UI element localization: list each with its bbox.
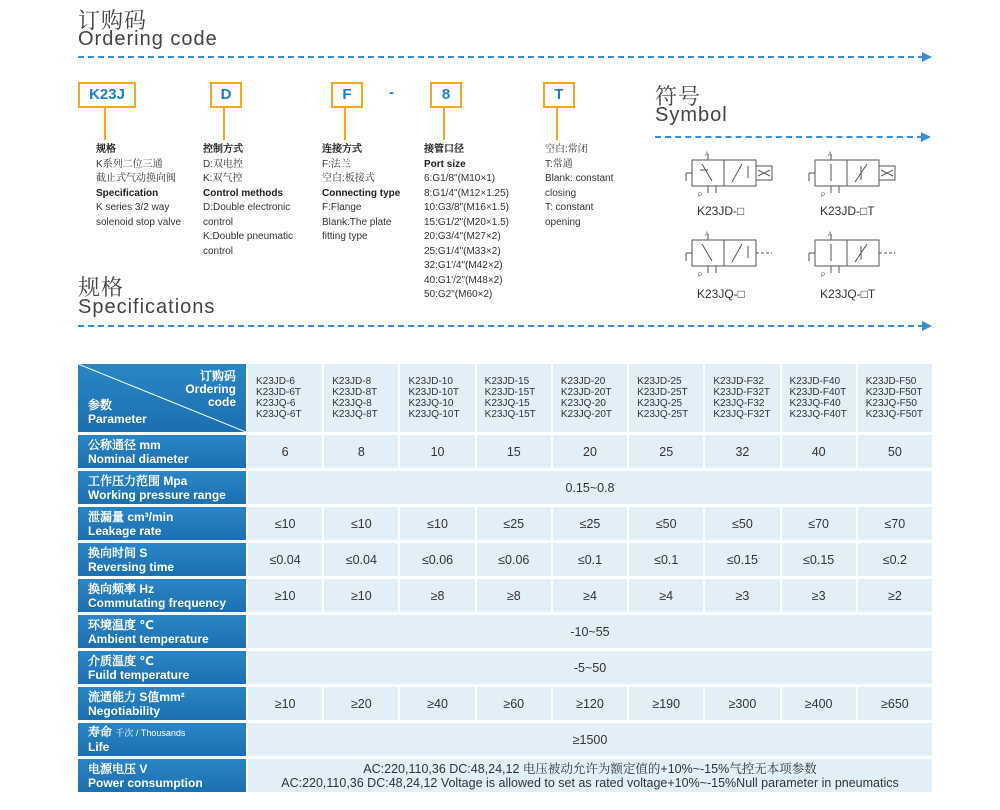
model-code: K23JD-F40T [789,387,847,398]
model-code: K23JD-6 [256,376,295,387]
model-cell [322,364,398,432]
ordering-title-en: Ordering code [78,28,218,50]
span-value-cell [246,723,932,756]
row-label-en: Power consumption [88,775,203,790]
value-cell: ≤0.06 [475,543,551,576]
svg-text:P: P [821,193,826,199]
model-code: K23JD-6T [256,387,302,398]
model-code: K23JQ-8 [332,398,372,409]
row-label-en: Negotiability [88,703,161,718]
desc-connect: 连接方式 F:法兰 空白:板接式 Connecting type F:Flange Blank:The plate fitting type [322,144,401,242]
value-cell: ≥400 [780,687,856,720]
value-cell: ≤0.2 [856,543,932,576]
row-label-en: Fuild temperature [88,667,190,682]
row-label-cn: 电源电压 V [88,761,148,776]
model-code: K23JD-F32 [713,376,764,387]
value-cell: ≥300 [703,687,779,720]
span-value: ≥1500 [572,732,608,747]
value-cell: ≥2 [856,579,932,612]
value-cell: ≤10 [246,507,322,540]
model-code: K23JD-15 [484,376,530,387]
span-value: AC:220,110,36 DC:48,24,12 电压被动允许为额定值的+10%~-15%气控无本项参数 [363,761,817,776]
desc-port: 接管口径 Port size 6:G1/8"(M10×1) 8:G1/4"(M12×1.25) 10:G3/8"(M16×1.5) 15:G1/2"(M20×1.5) 20:G3/4"(M27×2) 25:G1/4"(M33×2) 32:G1'/4"(M42×2) 40:G1'/2"(M48×2) 50:G2"(M60×2) [424,144,509,300]
value-cell: ≥190 [627,687,703,720]
model-code: K23JD-8T [332,387,378,398]
row-label [78,471,246,504]
desc-control: 控制方式 D:双电控 K:双气控 Control methods D:Double electronic control K:Double pneumatic control [203,144,294,257]
model-code: K23JQ-F32 [713,398,765,409]
row-label [78,651,246,684]
span-value: 0.15~0.8 [565,480,615,495]
symbol-label-jdt: K23JD-□T [820,204,875,218]
valve-symbol-jq-icon [672,228,792,280]
value-cell: ≤70 [856,507,932,540]
value-cell: 8 [322,435,398,468]
code-series: K23J [78,82,136,108]
table-row [78,579,932,612]
span-value: -5~50 [573,660,607,675]
value-cell: ≤25 [551,507,627,540]
span-value-en: AC:220,110,36 DC:48,24,12 Voltage is allowed to set as rated voltage+10%~-15%Null parameter in pneumatics [281,775,899,790]
value-cell: 10 [398,435,474,468]
table-row [78,651,932,684]
span-value-cell [246,651,932,684]
model-code: K23JD-20 [560,376,606,387]
table-row [78,471,932,504]
model-code: K23JQ-6T [256,409,302,420]
model-code: K23JQ-F50 [865,398,917,409]
value-cell: ≥40 [398,687,474,720]
code-type: T [543,82,575,108]
value-cell: ≥8 [475,579,551,612]
svg-text:A: A [828,232,833,238]
model-cell [398,364,474,432]
row-label-cn: 公称通径 mm [88,437,161,452]
specs-title-en: Specifications [78,296,216,318]
header-param-en: Parameter [88,412,147,426]
value-cell: 40 [780,435,856,468]
value-cell: 15 [475,435,551,468]
value-cell: ≤70 [780,507,856,540]
svg-text:A: A [705,152,710,158]
desc-spec: 规格 K系列二位三通 截止式气动换向阀 Specification K series 3/2 way solenoid stop valve [96,144,182,228]
value-cell: 50 [856,435,932,468]
row-label [78,615,246,648]
symbol-label-jd: K23JD-□ [697,204,745,218]
model-code: K23JQ-20T [560,409,613,420]
header-ordering-en1: Ordering [185,382,236,396]
row-label-en: Ambient temperature [88,631,209,646]
value-cell: ≤0.15 [703,543,779,576]
model-code: K23JD-15T [484,387,536,398]
row-label [78,759,246,792]
value-cell: 25 [627,435,703,468]
row-label [78,543,246,576]
svg-text:P: P [698,273,703,279]
table-row [78,687,932,720]
row-label-cn: 环境温度 ℃ [88,617,154,632]
model-code: K23JQ-20 [560,398,606,409]
value-cell: ≥10 [246,579,322,612]
span-value-cell [246,471,932,504]
model-code: K23JQ-25 [637,398,683,409]
svg-text:P: P [821,273,826,279]
row-label-cn: 寿命 千次 / Thousands [88,725,186,739]
table-row [78,507,932,540]
span-value-cell [246,759,932,792]
svg-text:P: P [698,193,703,199]
symbol-divider [655,136,923,138]
code-type-line [556,108,558,140]
row-label [78,507,246,540]
symbol-label-jq: K23JQ-□ [697,287,745,301]
model-code: K23JD-25 [637,376,682,387]
row-label-en: Reversing time [88,559,175,574]
row-label-cn-small: 千次 / Thousands [115,728,186,738]
valve-symbol-jqt-icon [795,228,915,280]
row-label-en: Leakage rate [88,523,162,538]
code-control-line [223,108,225,140]
code-port: 8 [430,82,462,108]
model-cell [475,364,551,432]
row-label-cn: 换向频率 Hz [88,581,155,596]
symbol-label-jqt: K23JQ-□T [820,287,876,301]
model-code: K23JD-F32T [713,387,770,398]
model-code: K23JD-25T [637,387,688,398]
symbol-arrow-icon [921,132,931,142]
value-cell: ≤10 [322,507,398,540]
value-cell: ≥3 [780,579,856,612]
value-cell: ≤0.04 [322,543,398,576]
model-code: K23JD-10 [408,376,453,387]
svg-text:A: A [705,232,710,238]
row-label [78,579,246,612]
table-header-cell [78,364,246,432]
value-cell: ≤25 [475,507,551,540]
model-code: K23JQ-F50T [865,409,923,420]
row-label [78,687,246,720]
model-cell [627,364,703,432]
svg-text:A: A [828,152,833,158]
row-label-cn: 介质温度 ℃ [88,653,154,668]
row-label [78,723,246,756]
value-cell: ≥10 [322,579,398,612]
model-cell [551,364,627,432]
model-code: K23JD-F40 [789,376,841,387]
code-connect-line [344,108,346,140]
row-label-cn: 泄漏量 cm³/min [88,509,174,524]
value-cell: ≥650 [856,687,932,720]
model-code: K23JQ-15T [484,409,536,420]
model-code: K23JQ-8T [332,409,378,420]
row-label-en: Commutating frequency [88,595,227,610]
code-hyphen: - [389,84,394,101]
specs-arrow-icon [922,321,932,331]
specs-divider [78,325,924,327]
table-row [78,435,932,468]
spec-table [78,361,932,795]
row-label-cn: 工作压力范围 Mpa [88,473,188,488]
value-cell: ≤10 [398,507,474,540]
desc-type: 空白:常闭 T:常通 Blank: constant closing T: constant opening [545,144,614,228]
model-code: K23JD-10T [408,387,460,398]
symbol-title-cn: 符号 [655,84,702,109]
code-control: D [210,82,242,108]
row-label-en: Life [88,740,110,754]
model-cell [703,364,779,432]
table-row [78,759,932,792]
table-row [78,723,932,756]
value-cell: ≤0.1 [551,543,627,576]
table-header-row [78,364,932,432]
value-cell: 6 [246,435,322,468]
row-label-cn: 换向时间 S [88,545,148,560]
model-code: K23JQ-15 [484,398,530,409]
value-cell: ≤0.15 [780,543,856,576]
model-code: K23JD-F50 [865,376,917,387]
model-code: K23JQ-10T [408,409,460,420]
value-cell: ≤50 [703,507,779,540]
header-ordering-cn: 订购码 [199,369,236,383]
value-cell: 20 [551,435,627,468]
header-ordering-en2: code [207,395,236,409]
ordering-title-cn: 订购码 [78,8,148,33]
row-label-en: Working pressure range [88,487,226,502]
table-row [78,615,932,648]
specs-title-cn: 规格 [78,275,125,300]
code-connect: F [331,82,363,108]
model-code: K23JD-F50T [865,387,923,398]
code-series-line [104,108,106,140]
header-param-cn: 参数 [88,398,113,412]
value-cell: ≥4 [551,579,627,612]
value-cell: ≥120 [551,687,627,720]
value-cell: ≥10 [246,687,322,720]
model-cell [246,364,322,432]
row-label-en: Nominal diameter [88,451,189,466]
ordering-arrow-icon [922,52,932,62]
value-cell: ≤0.1 [627,543,703,576]
value-cell: ≥4 [627,579,703,612]
model-code: K23JQ-10 [408,398,454,409]
table-row [78,543,932,576]
model-code: K23JD-20T [560,387,612,398]
model-cell [780,364,856,432]
row-label [78,435,246,468]
code-port-line [443,108,445,140]
value-cell: ≤50 [627,507,703,540]
value-cell: ≤0.04 [246,543,322,576]
value-cell: 32 [703,435,779,468]
model-code: K23JD-8 [332,376,372,387]
valve-symbol-jdt-icon [795,148,915,200]
value-cell: ≤0.06 [398,543,474,576]
value-cell: ≥60 [475,687,551,720]
model-cell [856,364,932,432]
symbol-title-en: Symbol [655,104,728,126]
model-code: K23JQ-25T [637,409,689,420]
model-code: K23JQ-F40T [789,409,847,420]
model-code: K23JQ-F32T [713,409,771,420]
value-cell: ≥20 [322,687,398,720]
valve-symbol-jd-icon [672,148,792,200]
ordering-divider [78,56,924,58]
span-value: -10~55 [570,624,610,639]
model-code: K23JQ-6 [256,398,296,409]
row-label-cn: 流通能力 S值mm² [88,689,185,704]
span-value-cell [246,615,932,648]
model-code: K23JQ-F40 [789,398,841,409]
value-cell: ≥8 [398,579,474,612]
value-cell: ≥3 [703,579,779,612]
